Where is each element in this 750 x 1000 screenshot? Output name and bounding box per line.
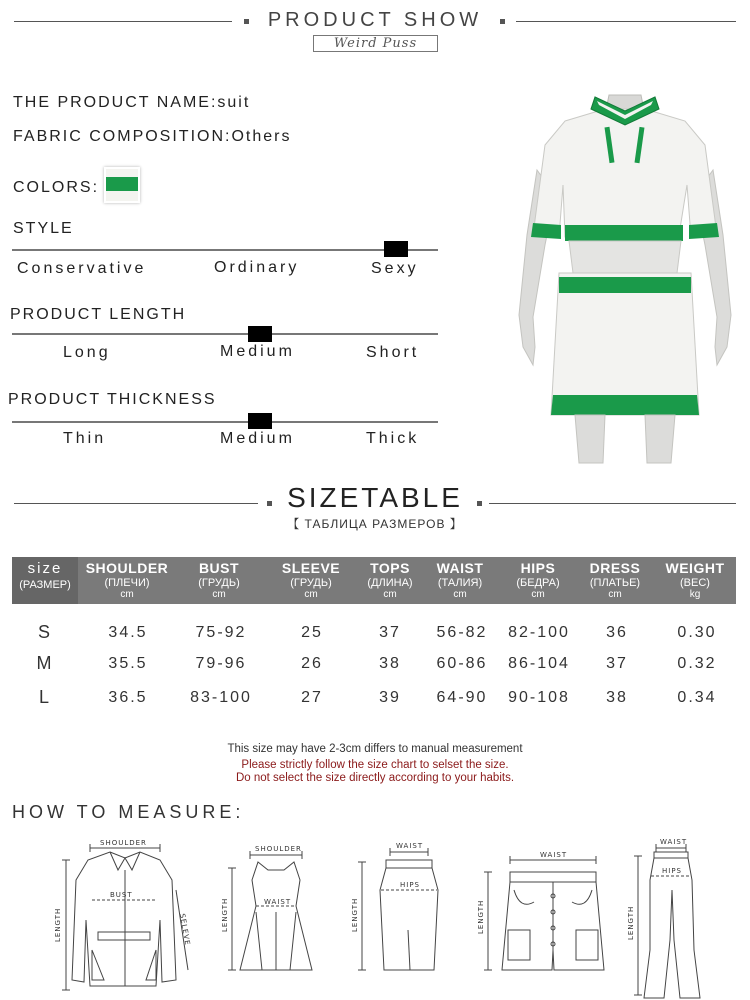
row-l-tops: 39 — [379, 689, 401, 706]
row-l-weight: 0.34 — [677, 689, 717, 706]
fabric-composition: FABRIC COMPOSITION:Others — [13, 128, 292, 145]
how-to-measure-heading: HOW TO MEASURE: — [12, 802, 245, 822]
colors-label: COLORS: — [13, 179, 100, 196]
row-l-waist: 64-90 — [436, 689, 488, 706]
row-m-sleeve: 26 — [301, 655, 323, 672]
jacket-sleeve-label: SELEVE — [178, 912, 192, 947]
size-chart-warning: Please strictly follow the size chart to selset the size. — [241, 759, 509, 771]
pants-hips-label: HIPS — [662, 867, 682, 875]
col-bust: BUST (ГРУДЬ) cm — [198, 560, 240, 600]
row-l-size: L — [38, 687, 51, 707]
col-hips: HIPS (БЕДРА) cm — [516, 560, 560, 600]
dress-shoulder-label: SHOULDER — [255, 845, 302, 853]
row-m-size: M — [36, 653, 54, 673]
sizetable-dot-right — [477, 501, 482, 506]
sizetable-title: SIZETABLE — [287, 482, 463, 513]
shorts-diagram-icon — [484, 856, 604, 970]
product-name: THE PRODUCT NAME:suit — [13, 94, 251, 111]
row-m-waist: 60-86 — [436, 655, 488, 672]
col-sleeve: SLEEVE (ГРУДЬ) cm — [281, 560, 341, 600]
style-label-ordinary: Ordinary — [214, 259, 300, 276]
swatch-white-bottom — [106, 191, 138, 201]
measure-diagrams — [0, 830, 750, 1000]
row-s-waist: 56-82 — [436, 624, 488, 641]
product-image — [505, 85, 745, 475]
jacket-shoulder-label: SHOULDER — [100, 839, 147, 847]
jacket-length-label: LENGTH — [54, 907, 62, 942]
skirt-waist-label: WAIST — [396, 842, 424, 850]
row-m-weight: 0.32 — [677, 655, 717, 672]
skirt-length-label: LENGTH — [351, 897, 359, 932]
row-m-dress: 37 — [606, 655, 628, 672]
header-dot-right — [500, 19, 505, 24]
length-label-short: Short — [366, 344, 420, 361]
row-m-hips: 86-104 — [508, 655, 570, 672]
row-s-hips: 82-100 — [508, 624, 570, 641]
shorts-length-label: LENGTH — [477, 899, 485, 934]
swatch-green-stripe — [106, 177, 138, 191]
row-l-dress: 38 — [606, 689, 628, 706]
color-swatch-green-white[interactable] — [104, 167, 140, 203]
dress-diagram-icon — [228, 851, 312, 970]
skirt-hips-label: HIPS — [400, 881, 420, 889]
thickness-label-thick: Thick — [366, 430, 420, 447]
style-label-conservative: Conservative — [17, 260, 147, 277]
row-l-sleeve: 27 — [301, 689, 323, 706]
col-weight: WEIGHT (ВЕС) kg — [665, 560, 725, 600]
row-s-size: S — [37, 622, 52, 642]
col-dress: DRESS (ПЛАТЬЕ) cm — [589, 560, 641, 600]
swatch-white-top — [106, 169, 138, 177]
col-waist: WAIST (ТАЛИЯ) cm — [436, 560, 484, 600]
thickness-scale-line — [12, 421, 438, 423]
row-m-tops: 38 — [379, 655, 401, 672]
style-scale-marker — [384, 241, 408, 257]
style-label-sexy: Sexy — [371, 260, 419, 277]
col-tops: TOPS (ДЛИНА) cm — [367, 560, 413, 600]
thickness-label-medium: Medium — [220, 430, 295, 447]
row-s-shoulder: 34.5 — [108, 624, 148, 641]
thickness-label-thin: Thin — [63, 430, 107, 447]
row-s-bust: 75-92 — [195, 624, 247, 641]
style-scale-line — [12, 249, 438, 251]
row-l-shoulder: 36.5 — [108, 689, 148, 706]
pants-waist-label: WAIST — [660, 838, 688, 846]
size-table-header — [12, 557, 736, 604]
page-title: PRODUCT SHOW — [267, 9, 483, 31]
brand-subtitle: Weird Puss — [313, 35, 438, 52]
sizetable-subtitle: 【 ТАБЛИЦА РАЗМЕРОВ 】 — [287, 517, 463, 531]
length-scale-line — [12, 333, 438, 335]
dress-length-label: LENGTH — [221, 897, 229, 932]
header-rule-right — [516, 21, 736, 22]
length-label-long: Long — [63, 344, 111, 361]
row-l-bust: 83-100 — [190, 689, 252, 706]
thickness-scale-marker — [248, 413, 272, 429]
length-label-medium: Medium — [220, 343, 295, 360]
length-scale-marker — [248, 326, 272, 342]
row-s-sleeve: 25 — [301, 624, 323, 641]
row-m-shoulder: 35.5 — [108, 655, 148, 672]
row-m-bust: 79-96 — [195, 655, 247, 672]
row-s-weight: 0.30 — [677, 624, 717, 641]
sizetable-rule-right — [489, 503, 736, 504]
habit-warning: Do not select the size directly according to your habits. — [235, 772, 515, 784]
dress-waist-label: WAIST — [264, 898, 292, 906]
pants-length-label: LENGTH — [627, 905, 635, 940]
col-shoulder: SHOULDER (ПЛЕЧИ) cm — [85, 560, 169, 600]
thickness-heading: PRODUCT THICKNESS — [8, 391, 217, 408]
measurement-note: This size may have 2-3cm differs to manual measurement — [227, 743, 523, 755]
row-s-tops: 37 — [379, 624, 401, 641]
style-heading: STYLE — [13, 220, 74, 237]
col-size: size (РАЗМЕР) — [12, 557, 78, 604]
shorts-waist-label: WAIST — [540, 851, 568, 859]
skirt-diagram-icon — [358, 848, 438, 970]
length-heading: PRODUCT LENGTH — [10, 306, 187, 323]
row-s-dress: 36 — [606, 624, 628, 641]
jacket-diagram-icon — [62, 844, 188, 990]
row-l-hips: 90-108 — [508, 689, 570, 706]
jacket-bust-label: BUST — [110, 891, 133, 899]
